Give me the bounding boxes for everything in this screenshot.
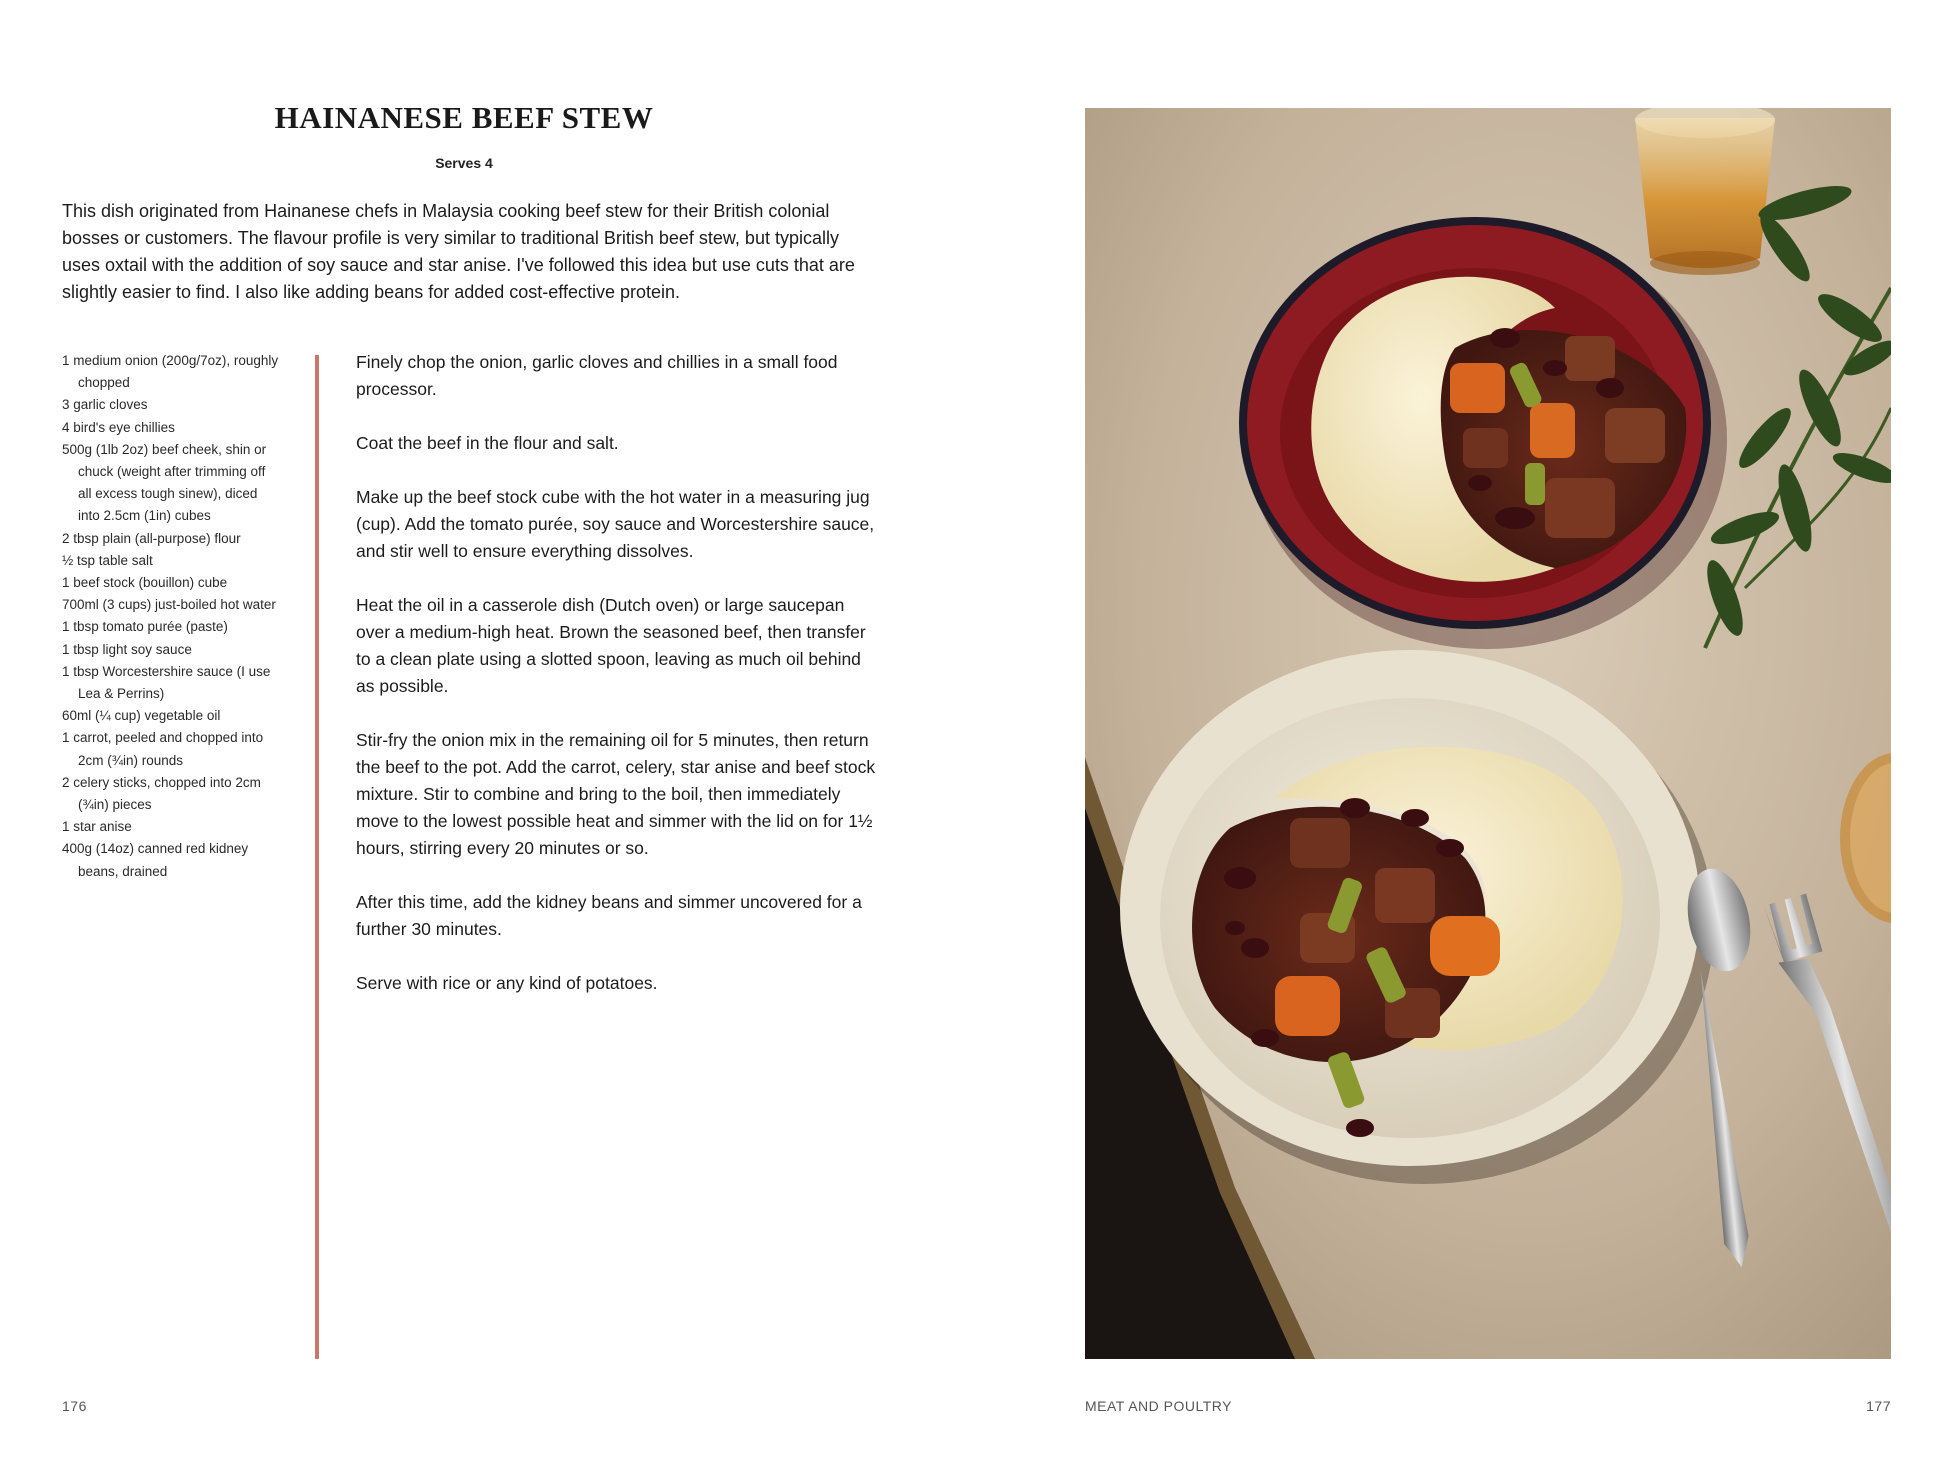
- drink-glass-icon: [1635, 108, 1775, 275]
- method-step: Make up the beef stock cube with the hot water in a measuring jug (cup). Add the tomato purée, soy sauce and Worcestershire sauce, and stir well to ensure everything dissolves.: [356, 487, 875, 561]
- method-step: Coat the beef in the flour and salt.: [356, 433, 619, 453]
- recipe-title: HAINANESE BEEF STEW: [274, 100, 654, 135]
- page-number-left: 176: [62, 1398, 87, 1414]
- method-step: After this time, add the kidney beans and simmer uncovered for a further 30 minutes.: [356, 892, 862, 939]
- ingredient-item: ½ tsp table salt: [62, 552, 153, 568]
- ingredient-item: 1 tbsp tomato purée (paste): [62, 619, 228, 635]
- ingredient-item: 3 garlic cloves: [62, 397, 148, 413]
- ingredient-item: 400g (14oz) canned red kidney beans, drained: [62, 841, 249, 879]
- ingredient-item: 1 beef stock (bouillon) cube: [62, 575, 228, 591]
- ingredient-item: 1 star anise: [62, 819, 132, 835]
- food-photo-illustration: [1085, 108, 1891, 1359]
- ingredient-item: 1 tbsp light soy sauce: [62, 641, 192, 657]
- method-steps: [356, 349, 876, 1024]
- ingredient-item: 700ml (3 cups) just-boiled hot water: [62, 597, 276, 613]
- ingredient-item: 1 tbsp Worcestershire sauce (I use Lea & Perrins): [62, 663, 271, 702]
- food-photo: [1085, 108, 1891, 1359]
- serves-label: Serves 4: [435, 155, 493, 171]
- ingredient-item: 2 tbsp plain (all-purpose) flour: [62, 530, 241, 546]
- ingredient-item: 500g (1lb 2oz) beef cheek, shin or chuck (weight after trimming off all excess tough sinew), diced into 2.5cm (1in) cubes: [62, 441, 267, 524]
- ingredient-item: 1 medium onion (200g/7oz), roughly chopped: [62, 353, 279, 391]
- column-divider: [315, 355, 319, 1359]
- method-step: Heat the oil in a casserole dish (Dutch oven) or large saucepan over a medium-high heat. Brown the seasoned beef, then transfer to a clean plate using a slotted spoon, leaving as much oil behind as possible.: [356, 595, 866, 696]
- method-step: Finely chop the onion, garlic cloves and chillies in a small food processor.: [356, 352, 838, 399]
- page-number-right: 177: [1866, 1398, 1891, 1414]
- ingredient-item: 1 carrot, peeled and chopped into 2cm (¾in) rounds: [62, 730, 264, 768]
- ingredient-item: 2 celery sticks, chopped into 2cm (¾in) pieces: [62, 774, 261, 813]
- ingredient-item: 60ml (¼ cup) vegetable oil: [62, 708, 221, 724]
- section-title: MEAT AND POULTRY: [1085, 1398, 1232, 1414]
- method-step: Serve with rice or any kind of potatoes.: [356, 973, 658, 993]
- ingredients-list: [62, 350, 282, 883]
- ingredient-item: 4 bird's eye chillies: [62, 419, 175, 435]
- recipe-intro: This dish originated from Hainanese chefs in Malaysia cooking beef stew for their British colonial bosses or customers. The flavour profile is very similar to traditional British beef stew, but typically uses oxtail with the addition of soy sauce and star anise. I've followed this idea but use cuts that are slightly easier to find. I also like adding beans for added cost-effective protein.: [62, 201, 855, 302]
- method-step: Stir-fry the onion mix in the remaining oil for 5 minutes, then return the beef to the pot. Add the carrot, celery, star anise and beef stock mixture. Stir to combine and bring to the boil, then immediately move to the lowest possible heat and simmer with the lid on for 1½ hours, stirring every 20 minutes or so.: [356, 730, 876, 858]
